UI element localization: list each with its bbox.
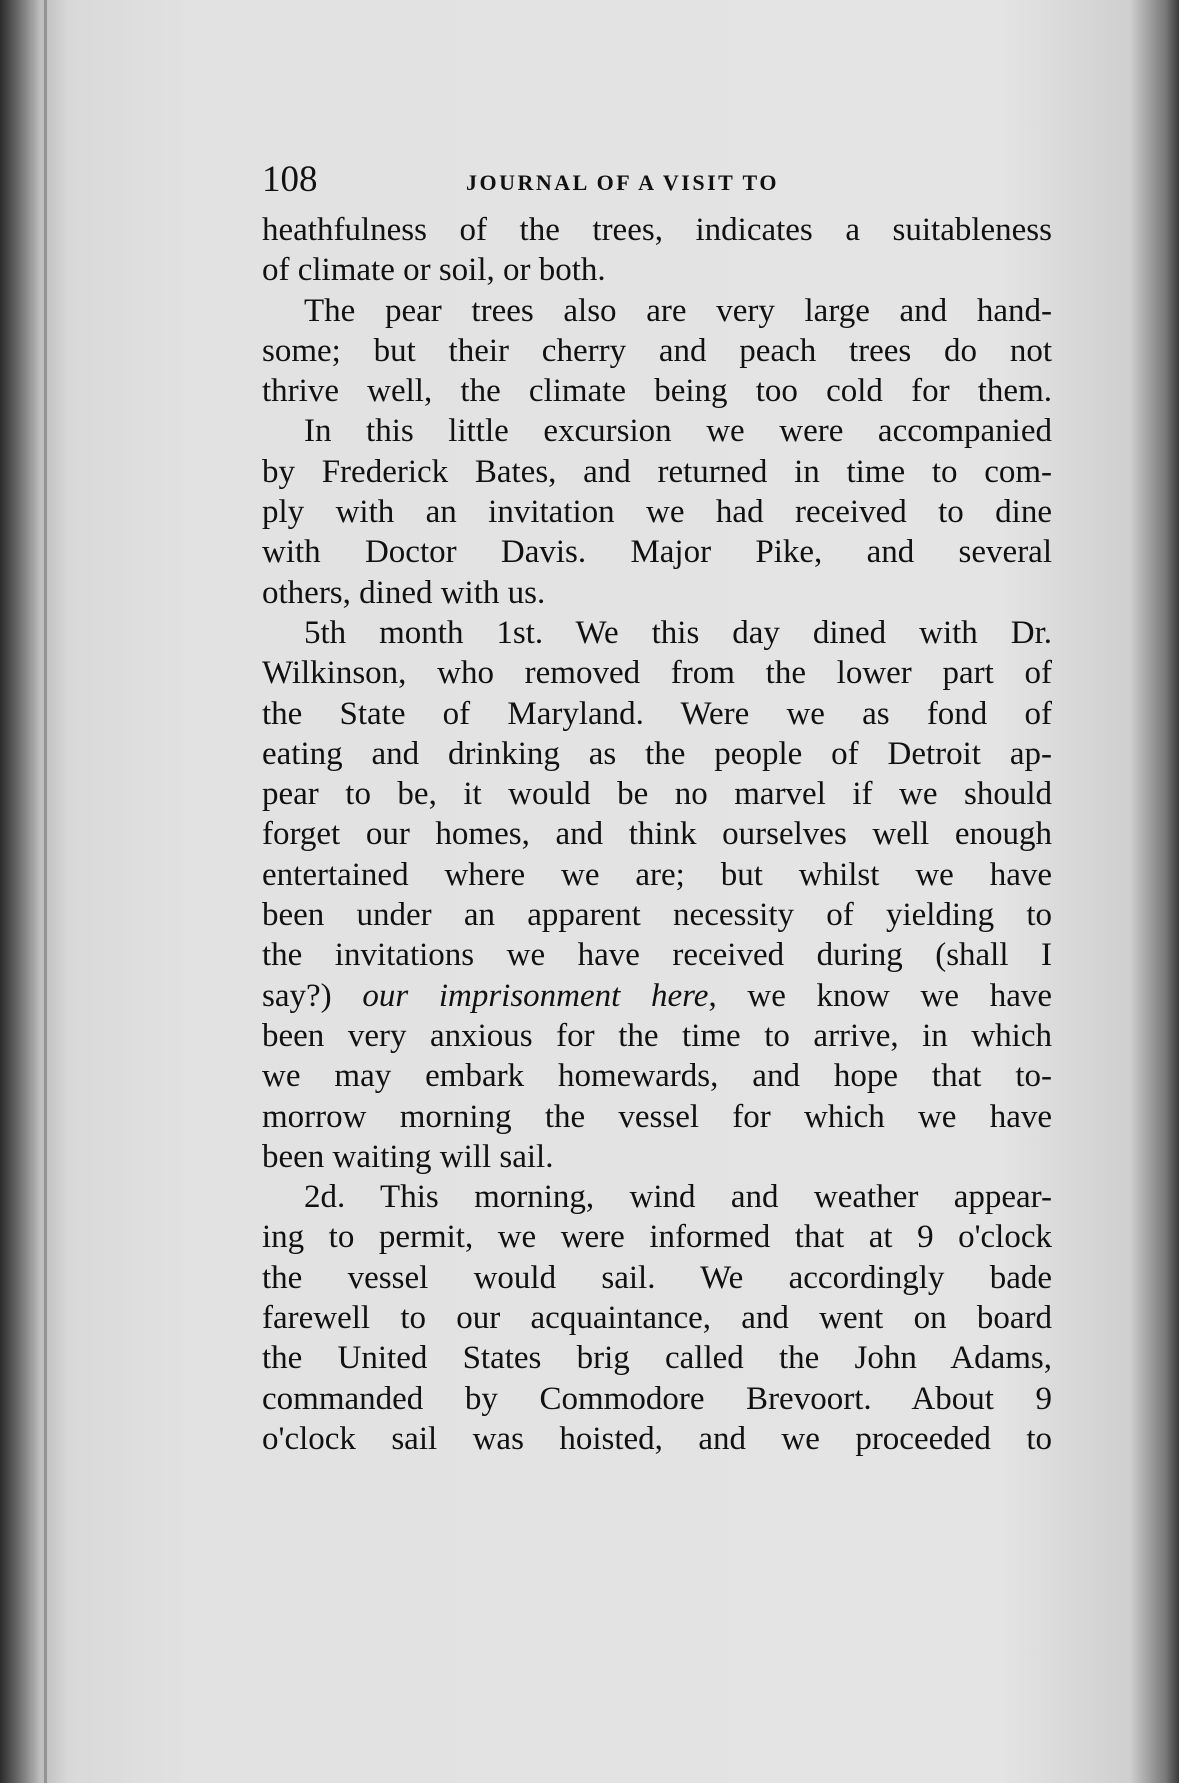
text-line: o'clock sail was hoisted, and we proceeded to (262, 1420, 1052, 1457)
page-gutter-shadow (44, 0, 47, 1783)
text-line: forget our homes, and think ourselves well enough (262, 816, 1052, 853)
text-line: Wilkinson, who removed from the lower part of (262, 655, 1052, 692)
running-title: JOURNAL OF A VISIT TO (466, 170, 779, 195)
text-line: pear to be, it would be no marvel if we should (262, 776, 1052, 813)
text-line: The pear trees also are very large and hand- (304, 292, 1052, 329)
text-line: been very anxious for the time to arrive, in which (262, 1017, 1052, 1054)
text-line: ing to permit, we were informed that at 9 o'clock (262, 1219, 1052, 1256)
text-line: 2d. This morning, wind and weather appear- (304, 1179, 1052, 1216)
text-line: 5th month 1st. We this day dined with Dr. (304, 614, 1052, 651)
text-segment: say?) (262, 977, 363, 1014)
page-content (262, 160, 1052, 1459)
text-line: the State of Maryland. Were we as fond of (262, 695, 1052, 732)
text-line: the vessel would sail. We accordingly bade (262, 1259, 1052, 1296)
text-segment: , we know we have (708, 977, 1052, 1014)
body-text (262, 210, 1052, 1459)
text-line: morrow morning the vessel for which we have (262, 1098, 1052, 1135)
page-number: 108 (262, 159, 318, 200)
text-line: ply with an invitation we had received to dine (262, 494, 1052, 531)
text-line: been under an apparent necessity of yielding to (262, 897, 1052, 934)
text-line: the United States brig called the John Adams, (262, 1340, 1052, 1377)
text-line: heathfulness of the trees, indicates a suitableness (262, 212, 1052, 248)
running-head (262, 160, 1052, 210)
text-line: been waiting will sail. (262, 1138, 554, 1175)
text-line: farewell to our acquaintance, and went on board (262, 1300, 1052, 1337)
text-line: In this little excursion we were accompanied (304, 413, 1052, 450)
text-line: commanded by Commodore Brevoort. About 9 (262, 1380, 1052, 1417)
text-line (262, 976, 1052, 1016)
italic-phrase: our imprisonment here (362, 977, 709, 1014)
text-line: we may embark homewards, and hope that to- (262, 1058, 1052, 1095)
text-line: the invitations we have received during (shall I (262, 937, 1052, 974)
text-line: by Frederick Bates, and returned in time to com- (262, 453, 1052, 490)
text-line: entertained where we are; but whilst we have (262, 856, 1052, 893)
text-line: some; but their cherry and peach trees do not (262, 332, 1052, 369)
text-line: of climate or soil, or both. (262, 252, 606, 289)
text-line: thrive well, the climate being too cold for them. (262, 373, 1052, 410)
text-line: with Doctor Davis. Major Pike, and several (262, 534, 1052, 571)
text-line: eating and drinking as the people of Detroit ap- (262, 735, 1052, 772)
text-line: others, dined with us. (262, 574, 546, 611)
